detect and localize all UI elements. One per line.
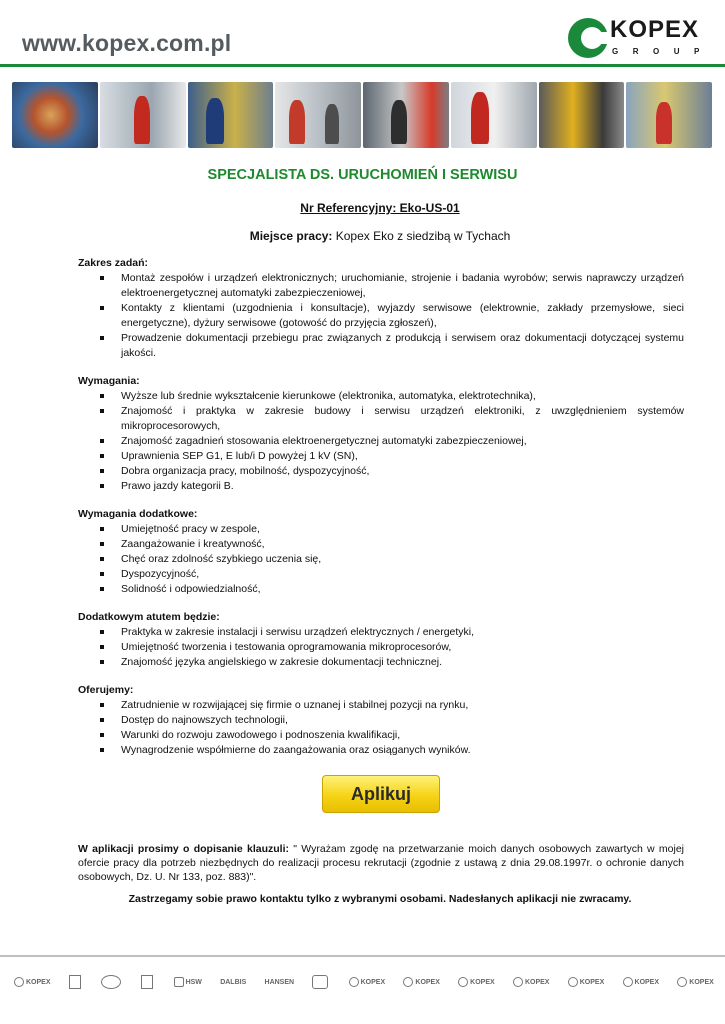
footer-logo-text: HSW bbox=[185, 978, 202, 986]
section-tasks bbox=[78, 256, 684, 361]
list-item: Dyspozycyjność, bbox=[78, 567, 684, 582]
list-item: Prowadzenie dokumentacji przebiegu prac związanych z produkcją i serwisem oraz dokumentacji dotyczącej systemu jakości. bbox=[78, 331, 684, 361]
job-title: SPECJALISTA DS. URUCHOMIEŃ I SERWISU bbox=[207, 167, 518, 183]
footer-logo bbox=[14, 977, 51, 987]
section-heading: Wymagania: bbox=[78, 375, 140, 387]
footer-logo-text: KOPEX bbox=[579, 978, 605, 986]
list-item: Zaangażowanie i kreatywność, bbox=[78, 537, 684, 552]
logo-mark-icon bbox=[623, 977, 633, 987]
footer-divider bbox=[0, 955, 725, 957]
footer-logo bbox=[458, 977, 495, 987]
list-item: Zatrudnienie w rozwijającej się firmie o uznanej i stabilnej pozycji na rynku, bbox=[78, 698, 684, 713]
footer-logo bbox=[568, 977, 605, 987]
footer-logo bbox=[623, 977, 660, 987]
banner-photo-5 bbox=[363, 82, 449, 148]
logo-mark-icon bbox=[513, 977, 523, 987]
job-location bbox=[0, 229, 725, 243]
clause-text: " Wyrażam zgodę na przetwarzanie moich danych osobowych zawartych w mojej ofercie pracy dla potrzeb niezbędnych do realizacji procesu rekrutacji (zgodnie z ustawą z dnia 29.08.1997r. o ochronie danych osobowych, Dz. U. Nr 133, poz. 883)". bbox=[78, 843, 685, 883]
kopex-group-logo bbox=[566, 14, 714, 64]
footer-logo-text: HANSEN bbox=[264, 978, 295, 986]
list-item: Znajomość języka angielskiego w zakresie dokumentacji technicznej. bbox=[78, 655, 684, 670]
footer-logo bbox=[513, 977, 550, 987]
banner-photo-7 bbox=[539, 82, 625, 148]
logo-mark-icon bbox=[458, 977, 468, 987]
list-item: Warunki do rozwoju zawodowego i podnoszenia kwalifikacji, bbox=[78, 728, 684, 743]
footer-logo bbox=[101, 975, 123, 989]
list-item: Wynagrodzenie współmierne do zaangażowania oraz osiąganych wyników. bbox=[78, 743, 684, 758]
photo-banner bbox=[12, 82, 712, 148]
footer-logo bbox=[677, 977, 714, 987]
section-heading: Wymagania dodatkowe: bbox=[78, 508, 198, 520]
list-item: Prawo jazdy kategorii B. bbox=[78, 479, 684, 494]
list-item: Solidność i odpowiedzialność, bbox=[78, 582, 684, 597]
list-item: Montaż zespołów i urządzeń elektronicznych; uruchomianie, strojenie i badania wyrobów; serwis naprawczy urządzeń elektroenergetycznej automatyki zabezpieczeniowej, bbox=[78, 271, 684, 301]
location-value: Kopex Eko z siedzibą w Tychach bbox=[332, 229, 511, 243]
list-item: Uprawnienia SEP G1, E lub/i D powyżej 1 kV (SN), bbox=[78, 449, 684, 464]
banner-photo-3 bbox=[188, 82, 274, 148]
clause-lead: W aplikacji prosimy o dopisanie klauzuli: bbox=[78, 843, 290, 855]
footer-logo-text: KOPEX bbox=[360, 978, 386, 986]
banner-photo-2 bbox=[100, 82, 186, 148]
footer-logo-strip bbox=[14, 968, 714, 996]
footer-logo-text: KOPEX bbox=[415, 978, 440, 986]
logo-mark-icon bbox=[141, 975, 153, 989]
banner-photo-8 bbox=[626, 82, 712, 148]
list-item: Umiejętność pracy w zespole, bbox=[78, 522, 684, 537]
list-item: Dobra organizacja pracy, mobilność, dyspozycyjność, bbox=[78, 464, 684, 479]
banner-photo-1 bbox=[12, 82, 98, 148]
logo-mark-icon bbox=[174, 977, 184, 987]
logo-word: KOPEX bbox=[610, 16, 700, 43]
list-item: Znajomość zagadnień stosowania elektroenergetycznej automatyki zabezpieczeniowej, bbox=[78, 434, 684, 449]
logo-mark-icon bbox=[69, 975, 81, 989]
site-url[interactable]: www.kopex.com.pl bbox=[22, 30, 232, 56]
footer-logo-text: KOPEX bbox=[634, 978, 660, 986]
footer-logo-text: KOPEX bbox=[524, 978, 550, 986]
section-offer bbox=[78, 683, 684, 758]
reservation-note: Zastrzegamy sobie prawo kontaktu tylko z wybranymi osobami. Nadesłanych aplikacji nie zwracamy. bbox=[128, 893, 632, 905]
footer-logo bbox=[349, 977, 386, 987]
location-label: Miejsce pracy: bbox=[249, 229, 333, 243]
list-item: Praktyka w zakresie instalacji i serwisu urządzeń elektrycznych / energetyki, bbox=[78, 625, 684, 640]
logo-mark-icon bbox=[403, 977, 413, 987]
list-item: Dostęp do najnowszych technologii, bbox=[78, 713, 684, 728]
footer-logo bbox=[174, 977, 202, 987]
logo-mark-icon bbox=[14, 977, 24, 987]
logo-mark-icon bbox=[568, 977, 578, 987]
footer-logo-text: KOPEX bbox=[689, 978, 714, 986]
logo-mark-icon bbox=[312, 975, 328, 989]
footer-logo bbox=[403, 977, 440, 987]
section-heading: Zakres zadań: bbox=[78, 257, 149, 269]
list-item: Kontakty z klientami (uzgodnienia i konsultacje), wyjazdy serwisowe (elektrownie, zakłady przemysłowe, sieci energetyczne), dyżury serwisowe (gotowość do przyjęcia zgłoszeń), bbox=[78, 301, 684, 331]
logo-subtext: GROUP bbox=[612, 47, 714, 56]
footer-logo bbox=[312, 975, 330, 989]
section-heading: Oferujemy: bbox=[78, 684, 134, 696]
list-item: Wyższe lub średnie wykształcenie kierunkowe (elektronika, automatyka, elektrotechnika), bbox=[78, 389, 684, 404]
header-divider bbox=[0, 64, 725, 67]
footer-logo bbox=[220, 979, 246, 986]
footer-logo bbox=[265, 979, 295, 986]
banner-photo-4 bbox=[275, 82, 361, 148]
apply-button[interactable]: Aplikuj bbox=[322, 775, 440, 813]
consent-clause bbox=[78, 842, 684, 884]
section-advantages bbox=[78, 610, 684, 670]
footer-logo bbox=[69, 975, 83, 989]
footer-logo-text: KOPEX bbox=[470, 978, 495, 986]
logo-mark-icon bbox=[101, 975, 121, 989]
list-item: Umiejętność tworzenia i testowania oprogramowania mikroprocesorów, bbox=[78, 640, 684, 655]
logo-mark-icon bbox=[677, 977, 687, 987]
list-item: Znajomość i praktyka w zakresie budowy i serwisu urządzeń elektroniki, z uwzględnieniem systemów mikroprocesorowych, bbox=[78, 404, 684, 434]
reference-number: Nr Referencyjny: Eko-US-01 bbox=[300, 201, 460, 215]
page-header bbox=[0, 0, 725, 70]
footer-logo-text: DALBIS bbox=[220, 978, 247, 986]
section-heading: Dodatkowym atutem będzie: bbox=[78, 611, 220, 623]
section-requirements bbox=[78, 374, 684, 494]
job-details bbox=[78, 256, 684, 771]
footer-logo-text: KOPEX bbox=[26, 978, 51, 986]
list-item: Chęć oraz zdolność szybkiego uczenia się, bbox=[78, 552, 684, 567]
section-additional-requirements bbox=[78, 507, 684, 597]
footer-logo bbox=[141, 975, 155, 989]
kopex-logo-mark-icon bbox=[566, 14, 610, 60]
banner-photo-6 bbox=[451, 82, 537, 148]
logo-mark-icon bbox=[349, 977, 359, 987]
